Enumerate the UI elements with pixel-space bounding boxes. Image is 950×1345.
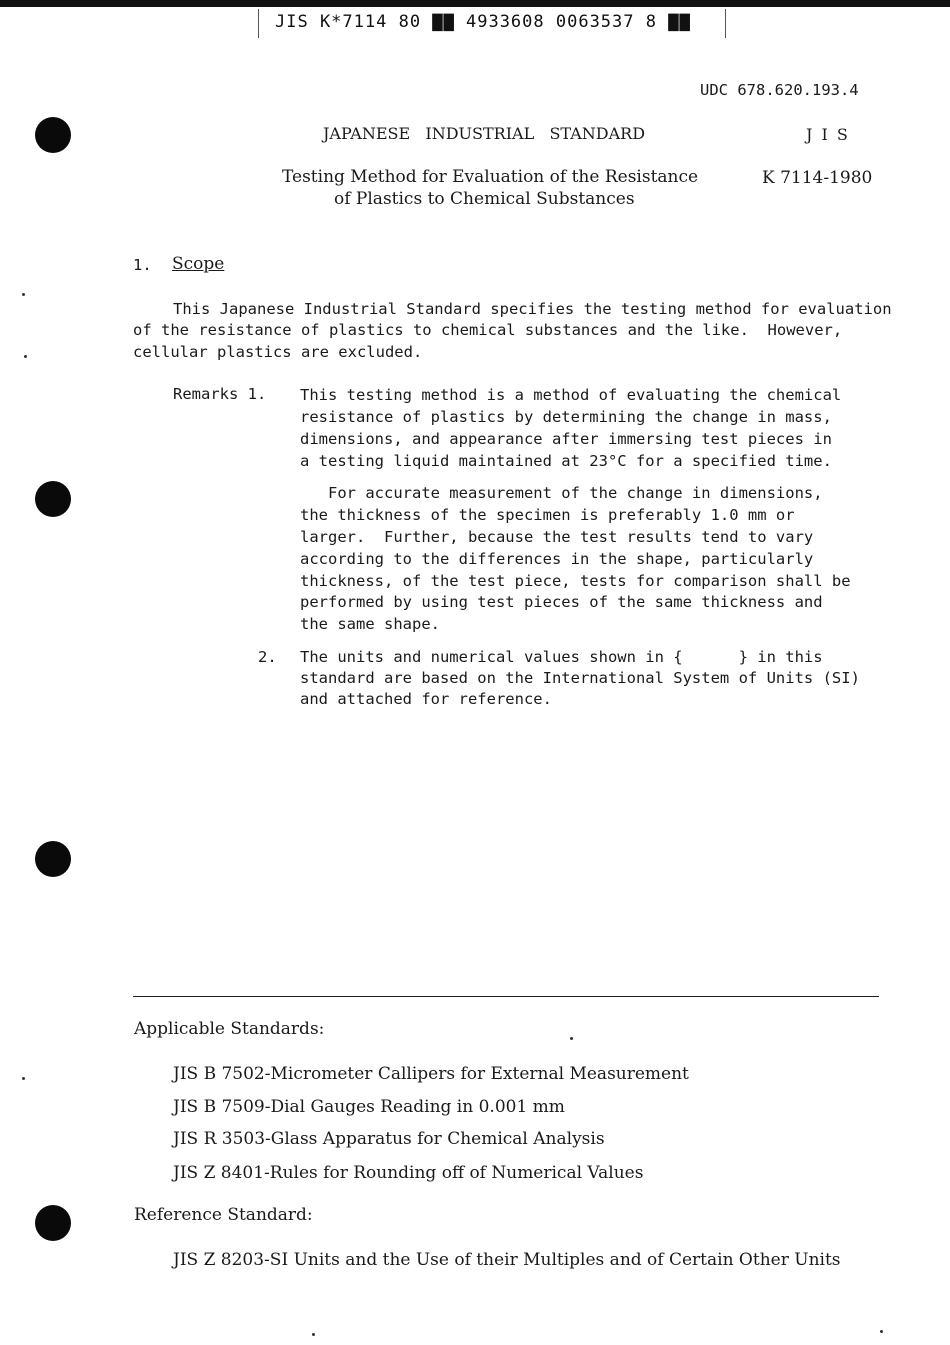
udc-code: UDC 678.620.193.4 xyxy=(700,81,859,99)
remark1-line: resistance of plastics by determining the change in mass, xyxy=(300,408,832,426)
remark1b-line: according to the differences in the shape, particularly xyxy=(300,550,814,568)
remark1b-line: For accurate measurement of the change in dimensions, xyxy=(300,484,823,502)
section-heading: Scope xyxy=(172,254,225,274)
scope-para-line: of the resistance of plastics to chemical substances and the like. However, xyxy=(133,321,843,339)
standard-label: JAPANESE INDUSTRIAL STANDARD xyxy=(323,124,646,143)
page-title-line1: Testing Method for Evaluation of the Resistance xyxy=(282,167,699,187)
remark1-line: This testing method is a method of evaluating the chemical xyxy=(300,386,842,404)
top-scan-border xyxy=(0,0,950,7)
jis-label: J I S xyxy=(806,125,850,144)
remark1b-line: the thickness of the specimen is preferably 1.0 mm or xyxy=(300,506,795,524)
barcode-header: JIS K*7114 80 ▇▇ 4933608 0063537 8 ▇▇ xyxy=(275,12,691,32)
applicable-item: JIS R 3503-Glass Apparatus for Chemical Analysis xyxy=(173,1129,605,1149)
remark2-line: standard are based on the International System of Units (SI) xyxy=(300,669,860,687)
applicable-item: JIS B 7502-Micrometer Callipers for External Measurement xyxy=(173,1064,689,1084)
reference-item: JIS Z 8203-SI Units and the Use of their Multiples and of Certain Other Units xyxy=(173,1250,841,1270)
footnote-divider xyxy=(133,996,879,997)
scan-speck xyxy=(24,355,27,358)
punch-hole-icon xyxy=(35,481,71,517)
applicable-heading: Applicable Standards: xyxy=(134,1019,325,1039)
remarks-label: Remarks 1. xyxy=(173,385,267,403)
page-title-line2: of Plastics to Chemical Substances xyxy=(334,189,635,209)
remark1b-line: thickness, of the test piece, tests for comparison shall be xyxy=(300,572,851,590)
scan-speck xyxy=(880,1330,883,1333)
scan-speck xyxy=(312,1333,315,1336)
scan-speck xyxy=(570,1037,573,1040)
remark2-number: 2. xyxy=(258,648,277,666)
applicable-item: JIS B 7509-Dial Gauges Reading in 0.001 mm xyxy=(173,1097,565,1117)
punch-hole-icon xyxy=(35,1205,71,1241)
applicable-item: JIS Z 8401-Rules for Rounding off of Numerical Values xyxy=(173,1163,644,1183)
remark1-line: dimensions, and appearance after immersing test pieces in xyxy=(300,430,832,448)
scan-speck xyxy=(22,293,25,296)
remark1b-line: larger. Further, because the test results tend to vary xyxy=(300,528,814,546)
reference-heading: Reference Standard: xyxy=(134,1205,313,1225)
remark2-line: and attached for reference. xyxy=(300,690,552,708)
section-number: 1. xyxy=(133,256,152,274)
scan-speck xyxy=(22,1077,25,1080)
remark1b-line: the same shape. xyxy=(300,615,440,633)
remark1-line: a testing liquid maintained at 23°C for a specified time. xyxy=(300,452,832,470)
remark1b-line: performed by using test pieces of the same thickness and xyxy=(300,593,823,611)
punch-hole-icon xyxy=(35,117,71,153)
scope-para-line: This Japanese Industrial Standard specifies the testing method for evaluation xyxy=(173,300,892,318)
standard-number: K 7114-1980 xyxy=(762,168,873,188)
scope-para-line: cellular plastics are excluded. xyxy=(133,343,423,361)
remark2-line: The units and numerical values shown in { } in this xyxy=(300,648,823,666)
punch-hole-icon xyxy=(35,841,71,877)
